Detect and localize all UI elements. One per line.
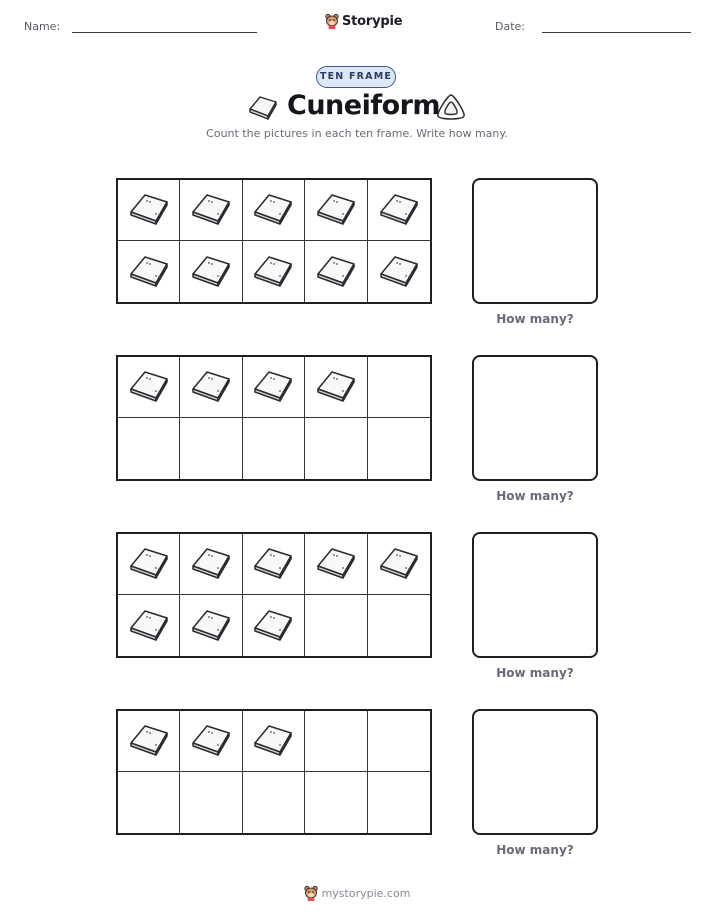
clay-tablet-icon (250, 188, 296, 232)
ten-frame-cell (243, 595, 305, 656)
clay-tablet-icon (313, 365, 359, 409)
clay-tablet-icon (126, 604, 172, 648)
ten-frame-cell (118, 772, 180, 833)
how-many-label-2: How many? (496, 489, 574, 503)
clay-tablet-icon (126, 542, 172, 586)
clay-tablet-icon (246, 93, 280, 121)
ten-frame-cell (180, 534, 242, 595)
clay-tablet-icon (250, 604, 296, 648)
footer-url[interactable]: mystorypie.com (321, 886, 411, 900)
ten-frame-cell (305, 180, 367, 241)
name-line[interactable] (72, 32, 257, 33)
ten-frame-cell (180, 418, 242, 479)
ten-frame-2 (116, 355, 432, 481)
name-label: Name: (24, 20, 61, 33)
answer-box-2[interactable] (472, 355, 598, 481)
ten-frame-cell (180, 595, 242, 656)
bear-mascot-icon (304, 885, 318, 901)
ten-frame-cell (243, 772, 305, 833)
ten-frame-cell (180, 357, 242, 418)
ten-frame-cell (305, 418, 367, 479)
date-label: Date: (495, 20, 525, 33)
ten-frame-cell (305, 595, 367, 656)
ten-frame-cell (118, 241, 180, 302)
clay-tablet-icon (188, 542, 234, 586)
ten-frame-cell (368, 241, 430, 302)
ten-frame-cell (368, 534, 430, 595)
footer (0, 885, 714, 901)
ten-frame-cell (305, 534, 367, 595)
ten-frame-cell (118, 711, 180, 772)
ten-frame-cell (368, 772, 430, 833)
ten-frame-cell (243, 180, 305, 241)
clay-tablet-icon (313, 542, 359, 586)
ten-frame-cell (305, 241, 367, 302)
ten-frame-cell (118, 595, 180, 656)
ten-frame-cell (243, 418, 305, 479)
clay-tablet-icon (126, 719, 172, 763)
ten-frame-cell (118, 357, 180, 418)
clay-tablet-icon (188, 188, 234, 232)
page-title: Cuneiform (287, 90, 441, 121)
ten-frame-cell (180, 772, 242, 833)
ten-frame-cell (305, 772, 367, 833)
clay-tablet-icon (126, 365, 172, 409)
ten-frame-cell (305, 357, 367, 418)
ten-frame-cell (118, 418, 180, 479)
clay-tablet-icon (188, 604, 234, 648)
clay-tablet-icon (376, 542, 422, 586)
ten-frame-3 (116, 532, 432, 658)
ten-frame-cell (180, 241, 242, 302)
ten-frame-cell (243, 357, 305, 418)
how-many-label-1: How many? (496, 312, 574, 326)
clay-tablet-icon (376, 188, 422, 232)
ten-frame-cell (368, 595, 430, 656)
clay-tablet-icon (126, 250, 172, 294)
date-line[interactable] (542, 32, 691, 33)
ten-frame-cell (243, 711, 305, 772)
ten-frame-1 (116, 178, 432, 304)
clay-tablet-icon (250, 250, 296, 294)
ten-frame-cell (243, 534, 305, 595)
clay-tablet-icon (313, 250, 359, 294)
how-many-label-3: How many? (496, 666, 574, 680)
clay-tablet-icon (188, 250, 234, 294)
clay-tablet-icon (250, 365, 296, 409)
triangle-stylus-icon (434, 92, 468, 122)
ten-frame-cell (368, 180, 430, 241)
instructions: Count the pictures in each ten frame. Write how many. (206, 127, 508, 140)
clay-tablet-icon (250, 542, 296, 586)
bear-mascot-icon (325, 13, 339, 29)
ten-frame-cell (118, 534, 180, 595)
ten-frame-cell (180, 180, 242, 241)
clay-tablet-icon (376, 250, 422, 294)
ten-frame-cell (243, 241, 305, 302)
ten-frame-cell (368, 418, 430, 479)
clay-tablet-icon (188, 365, 234, 409)
clay-tablet-icon (250, 719, 296, 763)
clay-tablet-icon (126, 188, 172, 232)
how-many-label-4: How many? (496, 843, 574, 857)
ten-frame-cell (118, 180, 180, 241)
ten-frame-badge: TEN FRAME (316, 66, 396, 88)
ten-frame-cell (368, 711, 430, 772)
clay-tablet-icon (313, 188, 359, 232)
ten-frame-cell (305, 711, 367, 772)
answer-box-4[interactable] (472, 709, 598, 835)
ten-frame-4 (116, 709, 432, 835)
clay-tablet-icon (188, 719, 234, 763)
ten-frame-cell (368, 357, 430, 418)
answer-box-3[interactable] (472, 532, 598, 658)
brand-logo (325, 13, 402, 29)
ten-frame-cell (180, 711, 242, 772)
answer-box-1[interactable] (472, 178, 598, 304)
brand-name: Storypie (342, 13, 403, 29)
